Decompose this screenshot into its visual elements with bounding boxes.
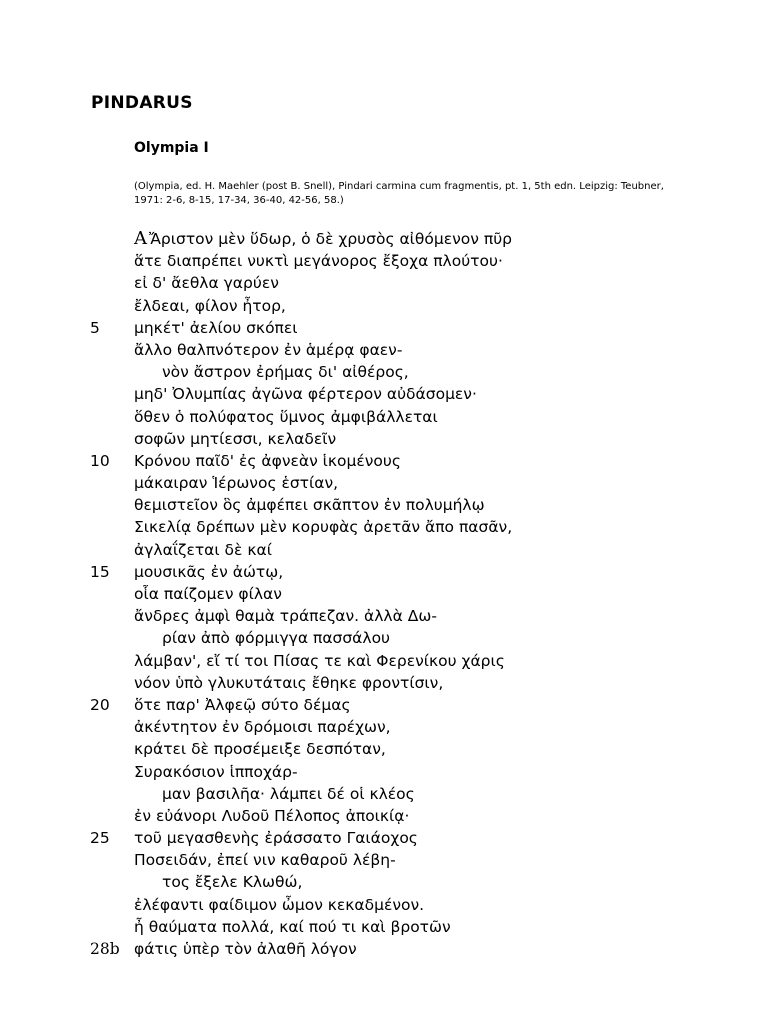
verse-text: ἦ θαύματα πολλά, καί πού τι καὶ βροτῶν (134, 917, 451, 936)
poem-line (0, 849, 768, 871)
poem-line (0, 428, 768, 450)
verse-text: ἐν εὐάνορι Λυδοῦ Πέλοπος ἀποικίᾳ· (134, 806, 410, 825)
verse-text: ὅθεν ὁ πολύφατος ὕμνος ἀμφιβάλλεται (134, 407, 438, 426)
verse-text: κράτει δὲ προσέμειξε δεσπόταν, (134, 740, 386, 759)
line-text (134, 694, 351, 716)
poem-line (0, 894, 768, 916)
line-text (134, 317, 298, 339)
verse-text: μαν βασιλῆα· λάμπει δέ οἱ κλέος (162, 784, 415, 803)
verse-text: μουσικᾶς ἐν ἀώτῳ, (134, 562, 284, 581)
line-text (134, 650, 505, 672)
verse-text: ὅτε παρ' Ἀλφεῷ σύτο δέμας (134, 695, 351, 714)
author-heading: PINDARUS (91, 93, 193, 113)
line-text (134, 450, 401, 472)
poem-line (0, 783, 768, 805)
poem-line (0, 295, 768, 317)
verse-text: ἄλλο θαλπνότερον ἐν ἁμέρᾳ φαεν- (134, 340, 403, 359)
poem-line (0, 716, 768, 738)
verse-text: νὸν ἄστρον ἐρήμας δι' αἰθέρος, (162, 363, 409, 382)
poem-line (0, 472, 768, 494)
line-text (134, 761, 298, 783)
line-text (134, 716, 391, 738)
verse-text: τοῦ μεγασθενὴς ἐράσσατο Γαιάοχος (134, 829, 418, 848)
poem-line (0, 406, 768, 428)
line-text (134, 672, 443, 694)
line-text (134, 228, 512, 250)
verse-text: Σικελίᾳ δρέπων μὲν κορυφὰς ἀρετᾶν ἄπο πασᾶν, (134, 518, 513, 537)
verse-text: ἔλδεαι, φίλον ἦτορ, (134, 296, 286, 315)
poem-line (0, 494, 768, 516)
poem-line (0, 361, 768, 383)
verse-text: Ποσειδάν, ἐπεί νιν καθαροῦ λέβη- (134, 851, 396, 870)
poem-line (0, 938, 768, 960)
poem-line (0, 871, 768, 893)
verse-text: ἐλέφαντι φαίδιμον ὦμον κεκαδμένον. (134, 895, 425, 914)
line-number: 15 (90, 562, 110, 581)
line-text (134, 894, 424, 916)
line-text (134, 738, 386, 760)
verse-text: ἀγλαΐζεται δὲ καί (134, 540, 272, 559)
line-text (134, 583, 282, 605)
poem-line (0, 250, 768, 272)
verse-text: εἰ δ' ἄεθλα γαρύεν (134, 274, 279, 293)
line-text (134, 295, 286, 317)
verse-text: ἀκέντητον ἐν δρόμοισι παρέχων, (134, 718, 391, 737)
poem-line (0, 561, 768, 583)
poem-line (0, 317, 768, 339)
verse-text: Ἄριστον μὲν ὕδωρ, ὁ δὲ χρυσὸς αἰθόμενον πῦρ (149, 230, 513, 248)
line-text (162, 361, 409, 383)
poem-line (0, 583, 768, 605)
poem-line (0, 738, 768, 760)
line-text (134, 272, 279, 294)
verse-text: τος ἔξελε Κλωθώ, (162, 873, 303, 892)
verse-text: θεμιστεῖον ὃς ἀμφέπει σκᾶπτον ἐν πολυμήλῳ (134, 496, 485, 515)
poem-line (0, 539, 768, 561)
line-text (134, 494, 485, 516)
verse-text: Κρόνου παῖδ' ἐς ἀφνεὰν ἱκομένους (134, 451, 401, 470)
line-text (162, 627, 390, 649)
verse-text: λάμβαν', εἴ τί τοι Πίσας τε καὶ Φερενίκου χάρις (134, 651, 505, 670)
line-text (134, 605, 437, 627)
line-text (162, 871, 302, 893)
poem-line (0, 272, 768, 294)
verse-text: φάτις ὑπὲρ τὸν ἀλαθῆ λόγον (134, 940, 357, 958)
line-text (134, 805, 409, 827)
poem-line (0, 672, 768, 694)
verse-text: οἷα παίζομεν φίλαν (134, 585, 282, 603)
line-text (134, 827, 418, 849)
verse-text: νόον ὑπὸ γλυκυτάταις ἔθηκε φροντίσιν, (134, 673, 444, 692)
line-text (134, 472, 338, 494)
line-text (134, 383, 477, 405)
poem-line (0, 694, 768, 716)
poem-line (0, 383, 768, 405)
line-text (134, 938, 357, 960)
line-number: 10 (90, 451, 110, 470)
line-text (162, 783, 415, 805)
verse-text: μηκέτ' ἀελίου σκόπει (134, 318, 298, 337)
poem-line (0, 761, 768, 783)
line-number: 28b (90, 940, 120, 958)
poem-line (0, 805, 768, 827)
poem-text (0, 228, 768, 960)
line-text (134, 561, 283, 583)
source-citation: (Olympia, ed. H. Maehler (post B. Snell), Pindari carmina cum fragmentis, pt. 1, 5th edn. Leipzig: Teubner, 1971: 2-6, 8-15, 17-34, 36-40, 42-56, 58.) (134, 181, 664, 206)
verse-text: μάκαιραν Ἱέρωνος ἑστίαν, (134, 474, 339, 493)
line-text (134, 339, 402, 361)
line-text (134, 916, 451, 938)
verse-text: Συρακόσιον ἱπποχάρ- (134, 762, 298, 781)
line-text (134, 406, 438, 428)
line-text (134, 428, 336, 450)
verse-text: μηδ' Ὀλυμπίας ἀγῶνα φέρτερον αὐδάσομεν· (134, 385, 477, 404)
poem-line (0, 339, 768, 361)
line-text (134, 539, 272, 561)
poem-line (0, 516, 768, 538)
line-text (134, 516, 512, 538)
line-number: 5 (90, 318, 100, 337)
verse-text: ἅτε διαπρέπει νυκτὶ μεγάνορος ἔξοχα πλούτου· (134, 252, 503, 271)
poem-line (0, 605, 768, 627)
poem-line (0, 650, 768, 672)
line-text (134, 250, 503, 272)
work-title: Olympia I (134, 140, 209, 156)
verse-text: σοφῶν μητίεσσι, κελαδεῖν (134, 429, 337, 448)
line-text (134, 849, 396, 871)
poem-line (0, 627, 768, 649)
strophe-marker: Α (134, 228, 147, 249)
poem-line (0, 450, 768, 472)
verse-text: ρίαν ἀπὸ φόρμιγγα πασσάλου (162, 629, 391, 648)
poem-line (0, 228, 768, 250)
verse-text: ἄνδρες ἀμφὶ θαμὰ τράπεζαν. ἀλλὰ Δω- (134, 607, 437, 626)
line-number: 25 (90, 829, 110, 848)
poem-line (0, 916, 768, 938)
poem-line (0, 827, 768, 849)
line-number: 20 (90, 695, 110, 714)
